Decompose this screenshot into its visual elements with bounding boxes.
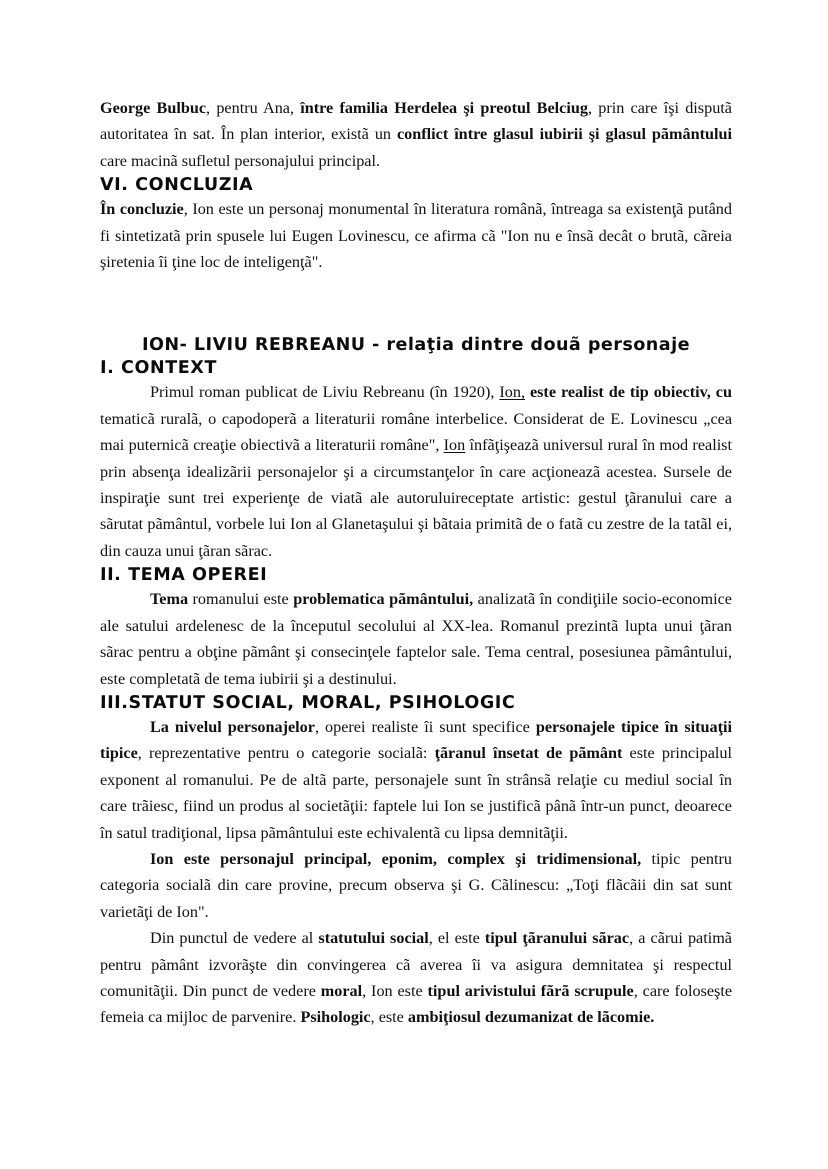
text-run: , pentru Ana, — [206, 99, 301, 117]
text-run-bold: George Bulbuc — [100, 99, 207, 117]
text-run-bold: tipul arivistului fãrã scrupule — [427, 981, 634, 1000]
paragraph-status-1 — [100, 714, 732, 846]
text-run-underline: Ion — [443, 436, 466, 455]
text-run: analizatã în condiţiile socio-economice ale satului ardelenesc de la începutul secolului al XX-lea. Romanul prezintã lupta unui ţãran sãrac pentru a obţine pãmânt şi consecinţele faptelor sale. Tema central, posesiunea pãmântului, este completatã de tema iubirii şi a destinului. — [100, 590, 732, 688]
text-run-bold: În concluzie — [100, 200, 184, 219]
heading-context: I. CONTEXT — [99, 358, 218, 379]
text-run-bold: Ion este personajul principal, eponim, complex şi tridimensional, — [150, 849, 642, 868]
text-run: Din punctul de vedere al — [150, 929, 319, 948]
page-title: ION- LIVIU REBREANU - relaţia dintre douã personaje — [141, 335, 691, 356]
text-run-underline: Ion, — [499, 383, 525, 402]
text-run: , el este — [428, 929, 485, 948]
paragraph-theme — [100, 586, 732, 692]
text-run: , operei realiste îi sunt specifice — [314, 717, 536, 736]
text-run-bold: conflict între glasul iubirii şi glasul pãmântului — [396, 125, 732, 144]
text-run-bold: tipul ţãranului sãrac — [484, 929, 630, 948]
text-run: Primul roman publicat de Liviu Rebreanu (în 1920), — [150, 383, 500, 402]
text-run: , prin care îşi disputã autoritatea în sat. În plan interior, existã un — [100, 99, 732, 144]
heading-status: III.STATUT SOCIAL, MORAL, PSIHOLOGIC — [99, 692, 516, 713]
heading-theme: II. TEMA OPEREI — [99, 565, 268, 586]
text-run: , este — [370, 1008, 408, 1027]
paragraph-status-2 — [100, 846, 732, 925]
paragraph-status-3 — [100, 925, 732, 1031]
text-run-bold: este realist de tip obiectiv, cu — [529, 383, 732, 402]
text-run-bold: personajele tipice în situaţii tipice — [100, 717, 732, 763]
text-run-bold: între familia Herdelea şi preotul Belciug — [300, 99, 588, 117]
text-run: , reprezentative pentru o categorie socialã: — [137, 744, 435, 763]
document-title-wrapper — [100, 333, 732, 357]
text-run-bold: La nivelul personajelor — [150, 717, 315, 736]
text-run: , Ion este un personaj monumental în literatura românã, întreaga sa existenţã putând fi sintetizatã prin spusele lui Eugen Lovinescu, ce afirma cã "Ion nu e însã decât o brutã, cãreia şiretenia îi ţine loc de inteligenţã". — [100, 200, 732, 272]
text-run-bold: Psihologic — [300, 1008, 371, 1027]
text-run: tematicã ruralã, o capodoperã a literaturii române interbelice. Considerat de E. Lovinescu „cea mai puternicã creaţie obiectivã a literaturii române", — [100, 409, 732, 455]
text-run: care macinã sufletul personajului principal. — [100, 151, 381, 170]
text-run: romanului este — [188, 590, 294, 609]
text-run: , Ion este — [362, 981, 428, 1000]
paragraph-intro — [100, 95, 732, 174]
paragraph-context — [100, 379, 732, 564]
text-run-bold: moral — [320, 981, 363, 1000]
text-run-bold: problematica pãmântului, — [293, 590, 474, 609]
text-run-bold: Tema — [150, 590, 189, 609]
heading-conclusion: VI. CONCLUZIA — [99, 175, 254, 196]
text-run-bold: ţãranul însetat de pãmânt — [434, 744, 623, 763]
text-run-bold: statutului social — [318, 929, 429, 948]
text-run: este principalul exponent al romanului. Pe de altã parte, personajele sunt în strânsã relaţie cu mediul social în care trãiesc, fiind un produs al societãţii: faptele lui Ion se justificã pânã într-un punct, deoarece în satul tradiţional, lipsa pãmântului este echivalentã cu lipsa demnitãţii. — [100, 744, 732, 842]
text-run: , care foloseşte femeia ca mijloc de parvenire. — [100, 981, 733, 1027]
text-run: , a cãrui patimã pentru pãmânt izvorãşte din convingerea cã averea îi va asigura demnitatea şi respectul comunitãţii. Din punct de vedere — [100, 929, 732, 1000]
paragraph-conclusion — [100, 196, 732, 275]
text-run: tipic pentru categoria socialã din care provine, precum observa şi G. Cãlinescu: „Toţi flãcãii din sat sunt varietãţi de Ion". — [100, 849, 732, 921]
document-body — [100, 95, 732, 1031]
text-run-bold: ambiţiosul dezumanizat de lãcomie. — [407, 1008, 655, 1027]
text-run: înfãţişeazã universul rural în mod realist prin absenţa idealizãrii personajelor şi a circumstanţelor în care acţioneazã acestea. Sursele de inspiraţie sunt trei experienţe de viatã ale autoruluireceptate artistic: gestul ţãranului care a sãrutat pãmântul, vorbele lui Ion al Glanetaşului şi bãtaia primitã de o fatã cu zestre de la tatãl ei, din cauza unui ţãran sãrac. — [100, 436, 732, 560]
